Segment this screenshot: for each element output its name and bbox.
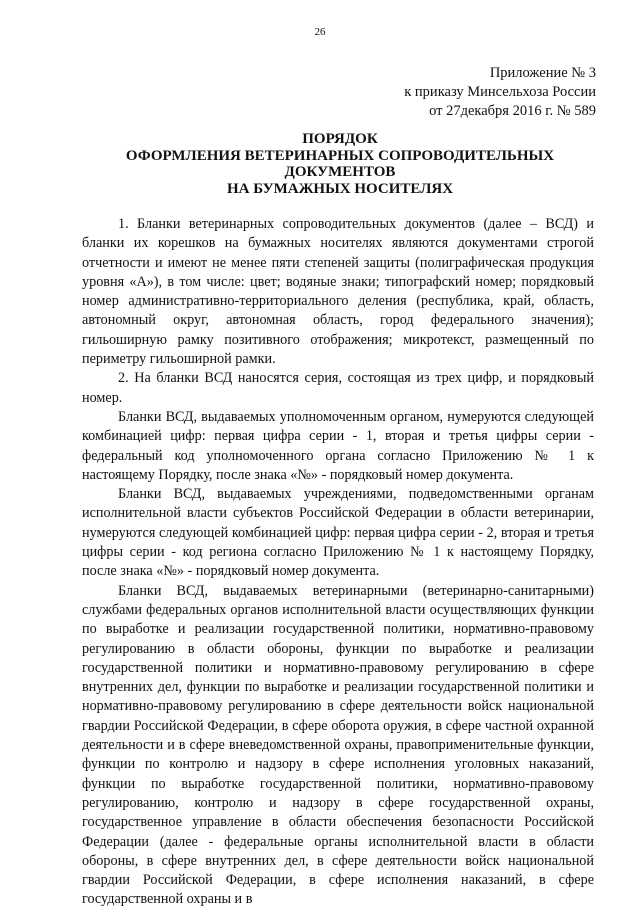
appendix-number: Приложение № 3 xyxy=(489,65,596,81)
title-line-1: ПОРЯДОК xyxy=(302,131,378,147)
appendix-order-date: от 27декабря 2016 г. № 589 xyxy=(429,103,596,119)
title-line-3: ДОКУМЕНТОВ xyxy=(284,164,396,180)
title-line-4: НА БУМАЖНЫХ НОСИТЕЛЯХ xyxy=(226,180,454,197)
document-body xyxy=(82,215,594,910)
page-number: 26 xyxy=(314,26,326,38)
paragraph-4: Бланки ВСД, выдаваемых учреждениями, подведомственными органам исполнительной власти субъектов Российской Федерации в области ветеринарии, нумеруются следующей комбинацией цифр: первая цифра серии - 2, вторая и третья цифры серии - код региона согласно Приложению № 1 к настоящему Порядку, после знака «№» - порядковый номер документа. xyxy=(82,486,594,580)
appendix-header xyxy=(404,64,596,121)
title-line-2: ОФОРМЛЕНИЯ ВЕТЕРИНАРНЫХ СОПРОВОДИТЕЛЬНЫХ xyxy=(125,147,555,164)
paragraph-3: Бланки ВСД, выдаваемых уполномоченным органом, нумеруются следующей комбинацией цифр: первая цифра серии - 1, вторая и третья цифры серии - федеральный код уполномоченного органа согласно Приложению № 1 к настоящему Порядку, после знака «№» - порядковый номер документа. xyxy=(82,408,594,483)
document-title xyxy=(80,131,600,197)
paragraph-1: 1. Бланки ветеринарных сопроводительных документов (далее – ВСД) и бланки их корешков на бумажных носителях являются документами строгой отчетности и имеют не менее пяти степеней защиты (полиграфическая продукция уровня «А»), в том числе: цвет; водяные знаки; типографский номер; порядковый номер административно-территориального деления (республика, край, область, автономный округ, автономная область, город федерального значения); гильоширную рамку позитивного отображения; микротекст, размещенный по периметру гильоширной рамки. xyxy=(82,216,594,368)
paragraph-5: Бланки ВСД, выдаваемых ветеринарными (ветеринарно-санитарными) службами федеральных органов исполнительной власти осуществляющих функции по выработке и реализации государственной политики, нормативно-правовому регулированию в области обороны, функции по выработке и реализации государственной политики и нормативно-правовому регулированию в сфере внутренних дел, функции по выработке и реализации государственной политики и нормативно-правовому регулированию в сфере деятельности войск национальной гвардии Российской Федерации, в сфере оборота оружия, в сфере частной охранной деятельности и в сфере вневедомственной охраны, правоприменительные функции, функции по контролю и надзору в сфере исполнения уголовных наказаний, функции по выработке государственной политики, нормативно-правовому регулированию, контролю и надзору в сфере государственной охраны, государственное управление в области обеспечения безопасности Российской Федерации (далее - федеральные органы исполнительной власти в области обороны, в сфере внутренних дел, в сфере деятельности войск национальной гвардии Российской Федерации, в сфере исполнения наказаний, в сфере государственной охраны и в xyxy=(82,582,594,908)
paragraph-2: 2. На бланки ВСД наносятся серия, состоящая из трех цифр, и порядковый номер. xyxy=(82,370,594,406)
appendix-order-ref: к приказу Минсельхоза России xyxy=(404,84,596,100)
